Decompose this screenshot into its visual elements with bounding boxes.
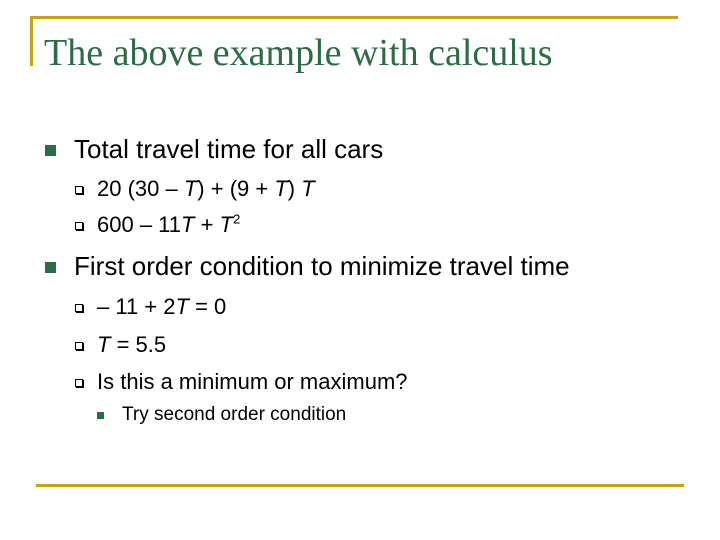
hollow-square-bullet-icon: [75, 222, 83, 230]
expr-var: T: [274, 176, 288, 201]
expr-var: T: [97, 332, 111, 357]
title-frame-top-rule: [30, 16, 678, 19]
expr-var: T: [301, 176, 315, 201]
sub-bullet-expanded: [0, 211, 720, 239]
sub-bullet-question: [0, 368, 720, 396]
hollow-square-bullet-icon: [75, 342, 83, 350]
sub-bullet-expression: [0, 175, 720, 203]
sub-sub-bullet-hint: [0, 403, 720, 427]
expr-part: = 0: [188, 294, 227, 319]
sub-bullet-text: [97, 175, 315, 203]
bullet-total-travel-time: [0, 133, 720, 165]
square-bullet-icon: [97, 412, 104, 419]
expr-var: T: [183, 176, 198, 201]
expr-part: +: [194, 212, 220, 237]
sub-bullet-derivative: [0, 293, 720, 321]
sub-bullet-solution: [0, 331, 720, 359]
expr-part: – 11 + 2: [97, 294, 176, 319]
footer-rule: [36, 484, 684, 487]
expr-var: T: [175, 294, 189, 319]
bullet-text: First order condition to minimize travel time: [74, 251, 570, 281]
sub-bullet-text: [97, 293, 226, 321]
hollow-square-bullet-icon: [75, 304, 83, 312]
expr-part: = 5.5: [110, 332, 167, 357]
bullet-text: Total travel time for all cars: [74, 134, 384, 164]
bullet-first-order-condition: [0, 250, 720, 282]
slide-title: The above example with calculus: [44, 32, 553, 74]
sub-bullet-text: Is this a minimum or maximum?: [97, 369, 408, 394]
expr-part: 20 (30 –: [97, 176, 184, 201]
sub-bullet-text: [97, 211, 240, 239]
sub-sub-bullet-text: Try second order condition: [122, 404, 347, 425]
square-bullet-icon: [45, 145, 56, 156]
expr-part: ): [287, 176, 302, 201]
expr-part: 600 – 11: [97, 212, 182, 237]
sub-bullet-text: [97, 331, 166, 359]
hollow-square-bullet-icon: [75, 186, 83, 194]
square-bullet-icon: [45, 262, 56, 273]
hollow-square-bullet-icon: [75, 379, 83, 387]
expr-var: T: [219, 212, 233, 237]
expr-part: ) + (9 +: [197, 176, 275, 201]
expr-var: T: [181, 212, 195, 237]
title-frame-left-rule: [30, 16, 33, 66]
exponent: 2: [233, 211, 241, 227]
